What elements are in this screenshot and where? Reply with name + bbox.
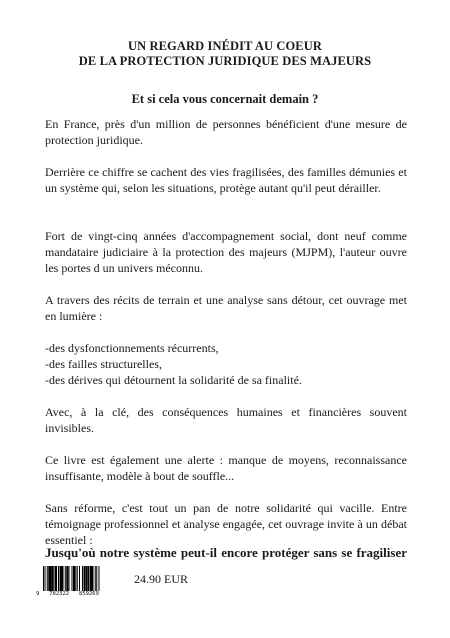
barcode-bar: [69, 566, 70, 591]
book-subtitle: Et si cela vous concernait demain ?: [131, 92, 319, 106]
barcode-bar: [86, 566, 88, 591]
barcode-bar: [73, 566, 75, 591]
paragraph-figures: Derrière ce chiffre se cachent des vies fragilisées, des familles démunies et un système qui, selon les situations, protège autant qu'il peut dérailler.: [45, 165, 407, 195]
barcode-bar: [43, 566, 44, 591]
title-line-2: DE LA PROTECTION JURIDIQUE DES MAJEURS: [78, 54, 372, 68]
barcode-bar: [45, 566, 46, 591]
barcode-bar: [88, 566, 89, 591]
paragraph-author: Fort de vingt-cinq années d'accompagnement social, dont neuf comme mandataire judiciaire à la protection des majeurs (MJPM), l'auteur ouvre les portes d un univers méconnu.: [45, 229, 407, 275]
barcode-bar: [60, 566, 63, 591]
closing-question: Jusqu'où notre système peut-il encore protéger sans se fragiliser: [45, 545, 407, 560]
barcode-bar: [95, 566, 96, 591]
barcode-bar: [96, 566, 97, 591]
list-item: -des failles structurelles,: [45, 357, 162, 371]
barcode-bar: [48, 566, 51, 591]
price: 24.90 EUR: [134, 572, 188, 586]
barcode-bar: [54, 566, 55, 591]
book-title: [20, 39, 430, 69]
barcode-bar: [63, 566, 64, 591]
isbn-barcode: [36, 564, 126, 600]
barcode-bar: [66, 566, 68, 591]
barcode-bar: [55, 566, 57, 591]
barcode-bar: [47, 566, 48, 591]
barcode-bar: [82, 566, 83, 591]
barcode-bar: [99, 566, 100, 591]
paragraph-method: A travers des récits de terrain et une analyse sans détour, cet ouvrage met en lumière :: [45, 293, 407, 323]
barcode-bar: [58, 566, 59, 591]
barcode-bar: [79, 566, 80, 591]
barcode-bar: [90, 566, 93, 591]
barcode-bar: [75, 566, 76, 591]
paragraph-alert: Ce livre est également une alerte : manque de moyens, reconnaissance insuffisante, modèle à bout de souffle...: [45, 453, 407, 483]
barcode-bar: [72, 566, 73, 591]
barcode-bar: [65, 566, 66, 591]
paragraph-reform: Sans réforme, c'est tout un pan de notre solidarité qui vacille. Entre témoignage professionnel et analyse engagée, cet ouvrage invite à un débat essentiel :: [45, 501, 407, 547]
barcode-bar: [51, 566, 53, 591]
barcode-digits: 9 782322 859269: [36, 591, 99, 597]
barcode-bar: [84, 566, 86, 591]
list-item: -des dysfonctionnements récurrents,: [45, 341, 219, 355]
paragraph-consequences: Avec, à la clé, des conséquences humaines et financières souvent invisibles.: [45, 405, 407, 435]
title-line-1: UN REGARD INÉDIT AU COEUR: [128, 39, 322, 53]
paragraph-intro: En France, près d'un million de personnes bénéficient d'une mesure de protection juridique.: [45, 117, 407, 147]
issues-list: [45, 340, 407, 388]
barcode-bars: [43, 566, 119, 591]
barcode-bar: [93, 566, 94, 591]
list-item: -des dérives qui détournent la solidarité de sa finalité.: [45, 373, 302, 387]
barcode-bar: [77, 566, 78, 591]
